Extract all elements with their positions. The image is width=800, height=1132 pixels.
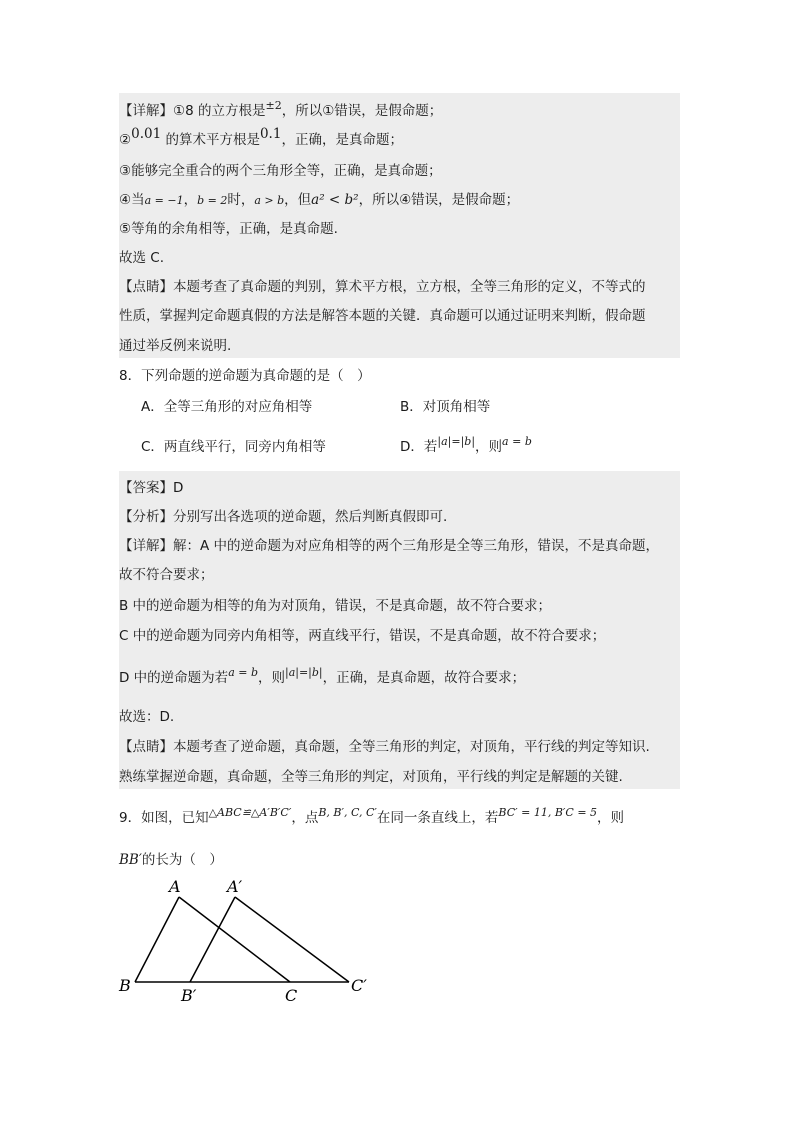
math: BB′ [119, 852, 142, 868]
label-C: C [285, 986, 298, 1005]
label-B: B [119, 976, 131, 995]
q8-option-a: A．全等三角形的对应角相等 [141, 399, 313, 415]
q9-stem-line-2 [119, 850, 223, 870]
q8-detail-6: 故选：D. [119, 709, 175, 725]
detail-tag: 【详解】 [119, 103, 173, 119]
label-C-prime: C′ [351, 976, 367, 995]
q7-detail-line-3: ③能够完全重合的两个三角形全等，正确，是真命题； [119, 163, 442, 179]
text: ， [183, 192, 198, 208]
text: ，正确，是真命题，故符合要求； [322, 670, 526, 686]
q8-analysis: 【分析】分别写出各选项的逆命题，然后判断真假即可. [119, 509, 448, 525]
text: D．若 [400, 439, 438, 455]
text: ② [119, 132, 132, 148]
q8-option-b: B．对顶角相等 [400, 399, 491, 415]
text: 的长为（ ） [141, 852, 223, 868]
text: ，但 [284, 192, 312, 208]
q7-comment-line-2: 性质，掌握判定命题真假的方法是解答本题的关键．真命题可以通过证明来判断，假命题 [119, 308, 646, 324]
segment-A2C2 [235, 897, 349, 982]
text: ，则 [475, 439, 503, 455]
label-A-prime: A′ [227, 877, 243, 896]
q8-option-c: C．两直线平行，同旁内角相等 [141, 439, 326, 455]
q8-stem: 8．下列命题的逆命题为真命题的是（ ） [119, 368, 371, 384]
q8-comment-1: 【点睛】本题考查了逆命题，真命题，全等三角形的判定，对顶角，平行线的判定等知识. [119, 739, 650, 755]
math: 0.01 [131, 126, 162, 142]
math: BC′ = 11, B′C = 5 [498, 806, 598, 819]
text: 的算术平方根是 [161, 132, 260, 148]
text: ，所以①错误，是假命题； [281, 103, 443, 119]
text: D 中的逆命题为若 [119, 670, 229, 686]
math: 0.1 [259, 126, 282, 142]
math: b = 2 [197, 194, 228, 207]
q7-detail-line-6: 故选 C. [119, 250, 165, 266]
segment-BA [135, 897, 179, 982]
q8-option-d [400, 437, 532, 458]
math: a = b [502, 435, 532, 448]
q8-detail-3: B 中的逆命题为相等的角为对顶角，错误，不是真命题，故不符合要求； [119, 598, 552, 614]
text: ①8 的立方根是 [173, 103, 266, 119]
math: a > b [254, 194, 285, 207]
math: |a|=|b| [285, 666, 323, 679]
q7-detail-line-5: ⑤等角的余角相等，正确，是真命题. [119, 221, 338, 237]
segment-AC [179, 897, 290, 982]
text: ，则 [258, 670, 285, 686]
math: |a|=|b| [437, 435, 476, 448]
math: △ABC≌△A′B′C′ [208, 806, 292, 819]
q8-comment-2: 熟练掌握逆命题，真命题，全等三角形的判定，对顶角，平行线的判定是解题的关键. [119, 769, 623, 785]
math: a² < b² [311, 192, 359, 208]
q8-detail-1: 【详解】解：A 中的逆命题为对应角相等的两个三角形是全等三角形，错误，不是真命题， [119, 538, 660, 554]
text: 时， [227, 192, 255, 208]
q8-detail-5 [119, 668, 525, 689]
text: ④当 [119, 192, 145, 208]
q9-stem-line-1 [119, 808, 624, 829]
q8-detail-4: C 中的逆命题为同旁内角相等，两直线平行，错误，不是真命题，故不符合要求； [119, 628, 606, 644]
q8-detail-2: 故不符合要求； [119, 567, 214, 583]
label-A: A [169, 877, 181, 896]
q9-triangle-figure [115, 875, 375, 1005]
text: ，所以④错误，是假命题； [358, 192, 520, 208]
math: ±2 [265, 99, 282, 112]
q7-detail-line-1 [119, 101, 442, 122]
text: ，点 [291, 810, 319, 826]
comment-tag: 【点睛】 [119, 279, 173, 295]
text: 在同一条直线上，若 [376, 810, 499, 826]
text: 9．如图，已知 [119, 810, 209, 826]
q7-detail-line-2 [119, 126, 403, 150]
text: ，则 [597, 810, 625, 826]
text: ，正确，是真命题； [281, 132, 403, 148]
q7-comment-line-1 [119, 277, 646, 297]
text: 本题考查了真命题的判别，算术平方根，立方根，全等三角形的定义，不等式的 [173, 279, 646, 295]
q7-detail-line-4 [119, 190, 519, 211]
label-B-prime: B′ [181, 986, 197, 1005]
math: B, B′, C, C′ [318, 806, 377, 819]
math: a = b [228, 666, 258, 679]
q8-answer: 【答案】D [119, 480, 184, 496]
math: a = −1 [144, 194, 184, 207]
q7-comment-line-3: 通过举反例来说明. [119, 338, 232, 354]
